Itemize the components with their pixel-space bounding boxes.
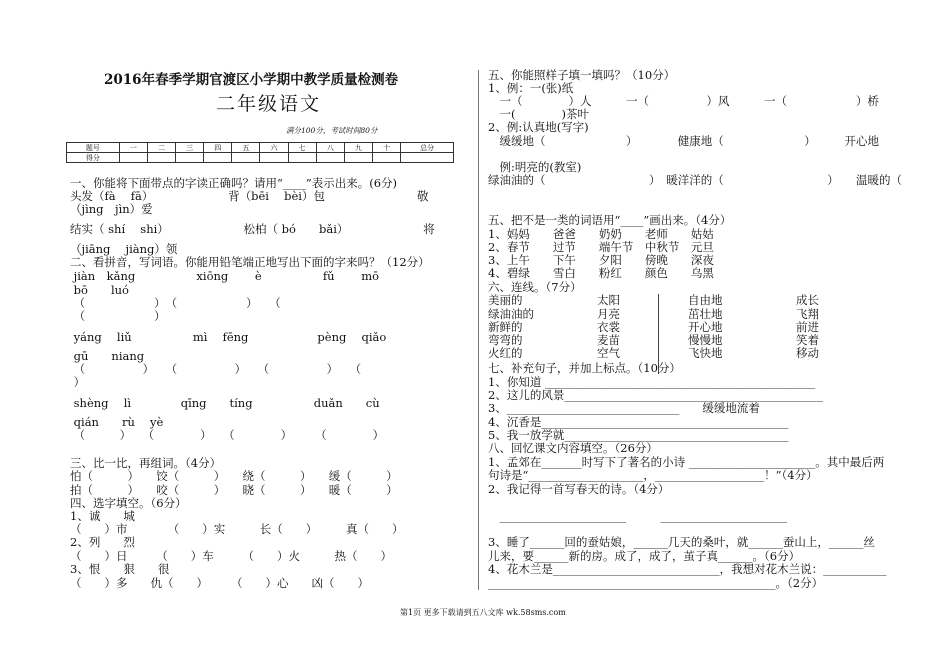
text-line: 3、恨 狠 很 <box>70 562 170 576</box>
table-cell: 总分 <box>401 143 454 153</box>
q1-heading: 一、你能将下面带点的字读正确吗？请用“____”表示出来。(6分) <box>70 176 398 190</box>
match-left-word[interactable]: 美丽的 <box>488 293 523 307</box>
match-right-word[interactable]: 笑着 <box>796 333 819 347</box>
match-left-word[interactable]: 绿油油的 <box>488 307 534 321</box>
q6-heading: 六、连线。（7分） <box>488 280 582 294</box>
fill-line[interactable]: ______________________ ______________________ <box>488 509 787 523</box>
answer-blank-line[interactable]: （ ） <box>70 309 166 323</box>
table-cell: 二 <box>147 143 175 153</box>
pinyin-line: jiàn kǎng xiōng è fǔ mō <box>70 269 380 283</box>
fill-line[interactable]: 3、睡了______回的蚕姑娘，______几天的桑叶，就______蚕山上，______丝 <box>488 535 875 549</box>
q5-heading: 五、你能照样子填一填吗？（10分） <box>488 68 676 82</box>
match-right-word[interactable]: 麦苗 <box>597 333 620 347</box>
table-cell: 十 <box>373 143 401 153</box>
match-right-word[interactable]: 衣裳 <box>597 320 620 334</box>
score-cell[interactable] <box>147 153 175 163</box>
text-line: 2、列 烈 <box>70 535 135 549</box>
match-left-word[interactable]: 飞快地 <box>688 346 723 360</box>
score-cell[interactable] <box>204 153 232 163</box>
q5b-heading: 五、把不是一类的词语用“____”画出来。（4分） <box>488 213 732 227</box>
fill-line[interactable]: 5、我一放学就_______________________________________ <box>488 428 789 442</box>
match-left-word[interactable]: 弯弯的 <box>488 333 523 347</box>
score-table-score-row <box>67 153 454 163</box>
table-cell: 得分 <box>67 153 120 163</box>
answer-blank-line[interactable]: （ ） （ ） （ <box>70 296 281 310</box>
q7-heading: 七、补充句子，并加上标点。（10分） <box>488 361 681 375</box>
score-cell[interactable] <box>260 153 288 163</box>
text-line[interactable]: （ ）市 （ ）实 长（ ） 真（ ） <box>70 522 404 536</box>
fill-line[interactable]: 4、沉香是___________________________________________ <box>488 415 789 429</box>
text-line[interactable]: 拍（ ） 咬（ ） 晓（ ） 暖（ ） <box>70 483 398 497</box>
text-line[interactable]: 一（ ）人 一（ ）风 一（ ）桥 <box>488 94 879 108</box>
q2-heading: 二、看拼音，写词语。你能用铅笔端正地写出下面的字来吗？（12分） <box>70 255 430 269</box>
score-table-header-row <box>67 143 454 153</box>
table-cell: 九 <box>344 143 372 153</box>
fill-line[interactable]: 句诗是“____________________，___________________！”（4分） <box>488 468 818 482</box>
table-cell: 七 <box>288 143 316 153</box>
score-cell[interactable] <box>176 153 204 163</box>
fill-line: 2、我记得一首写春天的诗。（4分） <box>488 482 670 496</box>
match-right-word[interactable]: 空气 <box>597 346 620 360</box>
text-line[interactable]: （ ）多 仇（ ） （ ）心 凶（ ） <box>70 576 369 590</box>
q8-heading: 八、回忆课文内容填空。（26分） <box>488 441 658 455</box>
match-left-word[interactable]: 新鲜的 <box>488 320 523 334</box>
table-cell: 八 <box>316 143 344 153</box>
pinyin-line: bō luó <box>70 283 129 297</box>
pinyin-line: shèng lì qīng tíng duǎn cù <box>70 396 380 410</box>
match-left-word[interactable]: 自由地 <box>688 293 723 307</box>
table-cell: 四 <box>204 143 232 153</box>
table-cell: 题号 <box>67 143 120 153</box>
text-line[interactable]: 一( )茶叶 <box>488 107 589 121</box>
fill-line[interactable]: 1、你知道 _______________________________________________ <box>488 375 816 389</box>
text-line[interactable]: 绿油油的（ ） 暖洋洋的（ ） 温暖的（ <box>488 173 902 187</box>
table-cell: 五 <box>232 143 260 153</box>
text-line[interactable]: 缓缓地（ ） 健康地（ ） 开心地 <box>488 134 879 148</box>
score-note: 满分100分，考试时间80分 <box>286 126 378 135</box>
table-cell: 三 <box>176 143 204 153</box>
table-cell: 一 <box>119 143 147 153</box>
text-line[interactable]: 怕（ ） 饺（ ） 绕（ ） 缓（ ） <box>70 469 398 483</box>
q3-heading: 三、比一比，再组词。（4分） <box>70 456 222 470</box>
text-line: 4、碧绿 雪白 粉红 颜色 乌黑 <box>488 266 714 280</box>
text-line: 1、诚 城 <box>70 509 135 523</box>
fill-line[interactable]: 2、这儿的风景_____________________________________________ <box>488 388 824 402</box>
match-right-word[interactable]: 成长 <box>796 293 819 307</box>
score-table <box>66 142 454 163</box>
match-right-word[interactable]: 太阳 <box>597 293 620 307</box>
score-cell[interactable] <box>288 153 316 163</box>
score-cell[interactable] <box>344 153 372 163</box>
match-right-word[interactable]: 前进 <box>796 320 819 334</box>
table-cell: 六 <box>260 143 288 153</box>
match-left-word[interactable]: 茁壮地 <box>688 307 723 321</box>
answer-blank-line[interactable]: ） <box>70 375 86 389</box>
pinyin-line: qián rù yè <box>70 415 164 429</box>
text-line: 3、上午 下午 夕阳 傍晚 深夜 <box>488 253 714 267</box>
fill-line[interactable]: 3、______________________________ 缓缓地流着 <box>488 401 760 415</box>
fill-line[interactable]: 1、孟郊在_______时写下了著名的小诗 ______________________。其中最后两 <box>488 455 885 469</box>
text-line: （jiāng jiàng）领 <box>70 242 178 256</box>
column-divider <box>478 70 479 590</box>
text-line: 结实（ shí shi） 松柏（ bó bǎi） 将 <box>70 222 435 236</box>
text-line: 2、例:认真地(写字) <box>488 120 589 134</box>
text-line: 2、春节 过节 端午节 中秋节 元旦 <box>488 240 714 254</box>
fill-line[interactable]: 儿来，要______新的房。成了，成了，茧子真______。（6分） <box>488 549 801 563</box>
fill-line[interactable]: __________________________________________________。（2分） <box>488 576 824 590</box>
text-line: 头发（fà fā） 背（bēi bèi）包 敬 <box>70 189 429 203</box>
answer-blank-line[interactable]: （ ） （ ） （ ） （ ） <box>70 428 385 442</box>
match-left-word[interactable]: 慢慢地 <box>688 333 723 347</box>
match-left-word[interactable]: 开心地 <box>688 320 723 334</box>
score-cell[interactable] <box>373 153 401 163</box>
text-line: （jìng jìn）爱 <box>70 202 153 216</box>
match-right-word[interactable]: 月亮 <box>597 307 620 321</box>
match-right-word[interactable]: 飞翔 <box>796 307 819 321</box>
pinyin-line: gū niang <box>70 349 145 363</box>
text-line: 1、妈妈 爸爸 奶奶 老师 姑姑 <box>488 227 714 241</box>
fill-line[interactable]: 4、花木兰是_____________________________，我想对花木兰说：___________ <box>488 562 887 576</box>
text-line[interactable]: （ ）日 （ ）车 （ ）火 热（ ） <box>70 549 392 563</box>
match-right-word[interactable]: 移动 <box>796 346 819 360</box>
exam-title: 2016年春季学期官渡区小学期中教学质量检测卷 <box>104 72 399 88</box>
answer-blank-line[interactable]: （ ） （ ） （ ） （ <box>70 362 362 376</box>
score-cell[interactable] <box>232 153 260 163</box>
match-left-word[interactable]: 火红的 <box>488 346 523 360</box>
score-cell[interactable] <box>119 153 147 163</box>
q4-heading: 四、选字填空。（6分） <box>70 496 187 510</box>
pinyin-line: yáng liǔ mì fēng pèng qiǎo <box>70 330 387 344</box>
score-cell[interactable] <box>401 153 454 163</box>
grade-subject-title: 二年级语文 <box>216 93 322 115</box>
page-footer: 第1页 更多下载请到五八文库 wk.58sms.com <box>400 608 566 617</box>
text-line: 例:明亮的(教室) <box>488 160 582 174</box>
score-cell[interactable] <box>316 153 344 163</box>
text-line: 1、例：一(张)纸 <box>488 81 574 95</box>
